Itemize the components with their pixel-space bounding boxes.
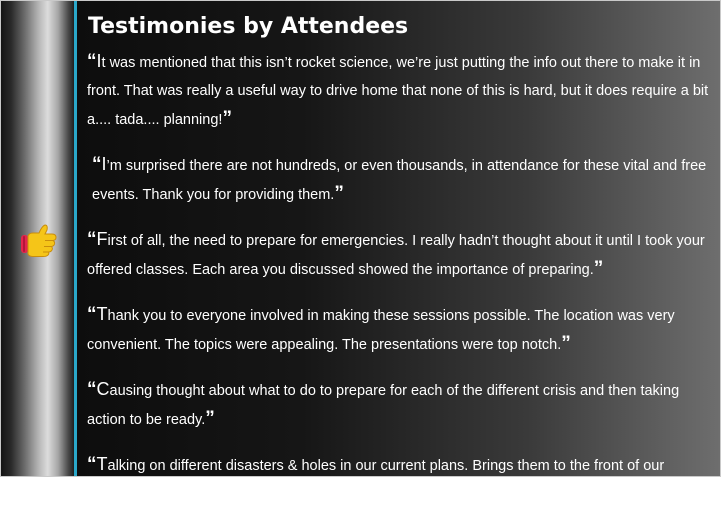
testimonial-list	[87, 47, 712, 525]
testimonial-2: “I’m surprised there are not hundreds, or even thousands, in attendance for these vital and free events. Thank you for providing them.”	[92, 154, 707, 204]
testimonial-5: “Causing thought about what to do to prepare for each of the different crisis and then taking action to be ready.”	[87, 379, 680, 429]
testimonial-3: “First of all, the need to prepare for emergencies. I really hadn’t thought about it until I took your offered classes. Each area you discussed showed the importance of preparing.”	[87, 229, 705, 279]
testimonial-4: “Thank you to everyone involved in making these sessions possible. The location was very convenient. The topics were appealing. The presentations were top notch.”	[87, 304, 675, 354]
page-title: Testimonies by Attendees	[88, 14, 409, 39]
thumb-pointing-right-icon	[19, 221, 59, 261]
testimonial-6: “Talking on different disasters & holes in our current plans. Brings them to the front of our mind.”	[87, 454, 665, 504]
content-panel	[77, 1, 720, 504]
decorative-side-strip	[1, 1, 74, 476]
testimonial-1: “It was mentioned that this isn’t rocket science, we’re just putting the info out there to make it in front. That was really a useful way to drive home that none of this is hard, but it does require a bit a.... tada.... planning!”	[87, 51, 709, 129]
